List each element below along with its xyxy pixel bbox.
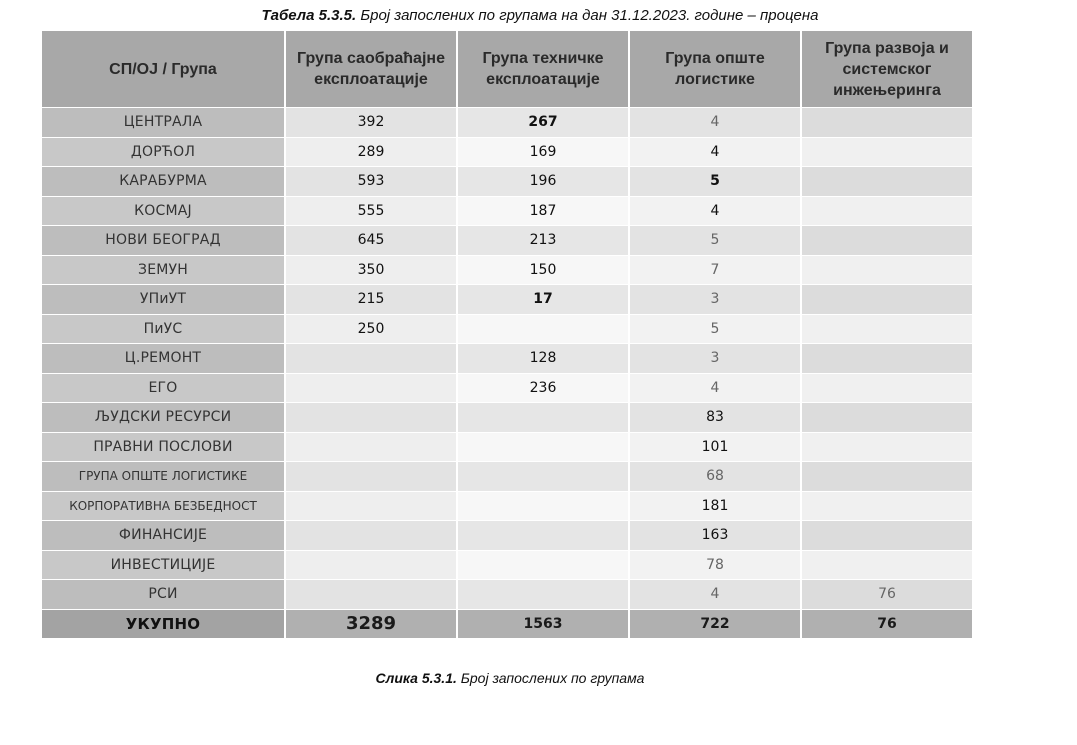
figure-caption [0, 670, 1020, 686]
table-caption [60, 7, 1020, 24]
cell-logistics: 3 [630, 344, 800, 373]
table-row [42, 197, 972, 226]
cell-development [802, 462, 972, 491]
cell-logistics: 101 [630, 433, 800, 462]
row-unit-name: Ц.РЕМОНТ [42, 344, 284, 373]
cell-development [802, 344, 972, 373]
cell-logistics: 4 [630, 197, 800, 226]
row-unit-name: ЗЕМУН [42, 256, 284, 285]
table-row [42, 315, 972, 344]
cell-development: 76 [802, 580, 972, 609]
cell-technical: 128 [458, 344, 628, 373]
table-row [42, 580, 972, 609]
cell-traffic: 289 [286, 138, 456, 167]
table-row [42, 138, 972, 167]
cell-technical [458, 492, 628, 521]
header-traffic-group: Група саобраћајне експлоатације [286, 31, 456, 107]
cell-technical [458, 403, 628, 432]
cell-logistics: 68 [630, 462, 800, 491]
header-logistics-group: Група опште логистике [630, 31, 800, 107]
cell-logistics: 7 [630, 256, 800, 285]
cell-traffic [286, 462, 456, 491]
table-row [42, 344, 972, 373]
cell-traffic: 392 [286, 108, 456, 137]
table-row [42, 167, 972, 196]
cell-traffic [286, 344, 456, 373]
row-unit-name: ИНВЕСТИЦИЈЕ [42, 551, 284, 580]
cell-development [802, 197, 972, 226]
cell-traffic [286, 492, 456, 521]
cell-technical: 196 [458, 167, 628, 196]
cell-development [802, 403, 972, 432]
cell-logistics: 5 [630, 315, 800, 344]
table-row [42, 433, 972, 462]
table-row [42, 108, 972, 137]
table-row [42, 521, 972, 550]
row-unit-name: ПиУС [42, 315, 284, 344]
row-unit-name: КОСМАЈ [42, 197, 284, 226]
cell-technical: 213 [458, 226, 628, 255]
cell-traffic [286, 521, 456, 550]
cell-logistics: 5 [630, 167, 800, 196]
cell-technical: 17 [458, 285, 628, 314]
cell-logistics: 4 [630, 580, 800, 609]
table-row [42, 285, 972, 314]
table-row [42, 374, 972, 403]
cell-traffic: 250 [286, 315, 456, 344]
table-row [42, 462, 972, 491]
cell-development [802, 492, 972, 521]
cell-development [802, 256, 972, 285]
cell-development [802, 285, 972, 314]
cell-logistics: 181 [630, 492, 800, 521]
cell-traffic [286, 374, 456, 403]
row-unit-name: ПРАВНИ ПОСЛОВИ [42, 433, 284, 462]
cell-logistics: 3 [630, 285, 800, 314]
cell-development [802, 374, 972, 403]
cell-traffic: 215 [286, 285, 456, 314]
cell-traffic: 555 [286, 197, 456, 226]
total-label: УКУПНО [42, 610, 284, 639]
row-unit-name: ФИНАНСИЈЕ [42, 521, 284, 550]
table-caption-text: Број запослених по групама на дан 31.12.2023. године – процена [360, 7, 819, 24]
cell-development [802, 167, 972, 196]
figure-caption-text: Број запослених по групама [460, 670, 645, 686]
cell-logistics: 78 [630, 551, 800, 580]
cell-logistics: 4 [630, 138, 800, 167]
table-row [42, 492, 972, 521]
row-unit-name: НОВИ БЕОГРАД [42, 226, 284, 255]
row-unit-name: УПиУТ [42, 285, 284, 314]
table-body [42, 108, 972, 638]
table-row [42, 403, 972, 432]
cell-development [802, 551, 972, 580]
cell-logistics: 163 [630, 521, 800, 550]
total-traffic: 3289 [286, 610, 456, 639]
employees-table [40, 30, 974, 639]
cell-traffic: 350 [286, 256, 456, 285]
cell-technical [458, 462, 628, 491]
cell-technical: 169 [458, 138, 628, 167]
cell-technical [458, 580, 628, 609]
row-unit-name: ДОРЋОЛ [42, 138, 284, 167]
cell-development [802, 315, 972, 344]
header-unit-group: СП/ОЈ / Група [42, 31, 284, 107]
cell-technical: 236 [458, 374, 628, 403]
cell-traffic [286, 403, 456, 432]
cell-logistics: 4 [630, 374, 800, 403]
cell-development [802, 521, 972, 550]
cell-development [802, 138, 972, 167]
figure-caption-number: Слика 5.3.1. [375, 670, 457, 686]
cell-development [802, 226, 972, 255]
cell-technical: 150 [458, 256, 628, 285]
total-technical: 1563 [458, 610, 628, 639]
cell-technical [458, 521, 628, 550]
cell-traffic [286, 551, 456, 580]
cell-logistics: 5 [630, 226, 800, 255]
table-caption-number: Табела 5.3.5. [261, 7, 357, 24]
row-unit-name: ЦЕНТРАЛА [42, 108, 284, 137]
row-unit-name: КАРАБУРМА [42, 167, 284, 196]
total-development: 76 [802, 610, 972, 639]
row-unit-name: ЕГО [42, 374, 284, 403]
table-row [42, 551, 972, 580]
table-row [42, 256, 972, 285]
cell-technical [458, 433, 628, 462]
cell-traffic [286, 580, 456, 609]
row-unit-name: РСИ [42, 580, 284, 609]
cell-logistics: 83 [630, 403, 800, 432]
cell-technical [458, 315, 628, 344]
table-row [42, 226, 972, 255]
cell-technical: 267 [458, 108, 628, 137]
cell-logistics: 4 [630, 108, 800, 137]
row-unit-name: ЉУДСКИ РЕСУРСИ [42, 403, 284, 432]
total-row [42, 610, 972, 639]
cell-development [802, 433, 972, 462]
row-unit-name: КОРПОРАТИВНА БЕЗБЕДНОСТ [42, 492, 284, 521]
header-development-group: Група развоја и системског инжењеринга [802, 31, 972, 107]
cell-traffic: 645 [286, 226, 456, 255]
table-header-row [42, 31, 972, 107]
total-logistics: 722 [630, 610, 800, 639]
row-unit-name: ГРУПА ОПШТЕ ЛОГИСТИКЕ [42, 462, 284, 491]
cell-technical [458, 551, 628, 580]
cell-traffic: 593 [286, 167, 456, 196]
header-technical-group: Група техничке експлоатације [458, 31, 628, 107]
cell-development [802, 108, 972, 137]
cell-technical: 187 [458, 197, 628, 226]
cell-traffic [286, 433, 456, 462]
